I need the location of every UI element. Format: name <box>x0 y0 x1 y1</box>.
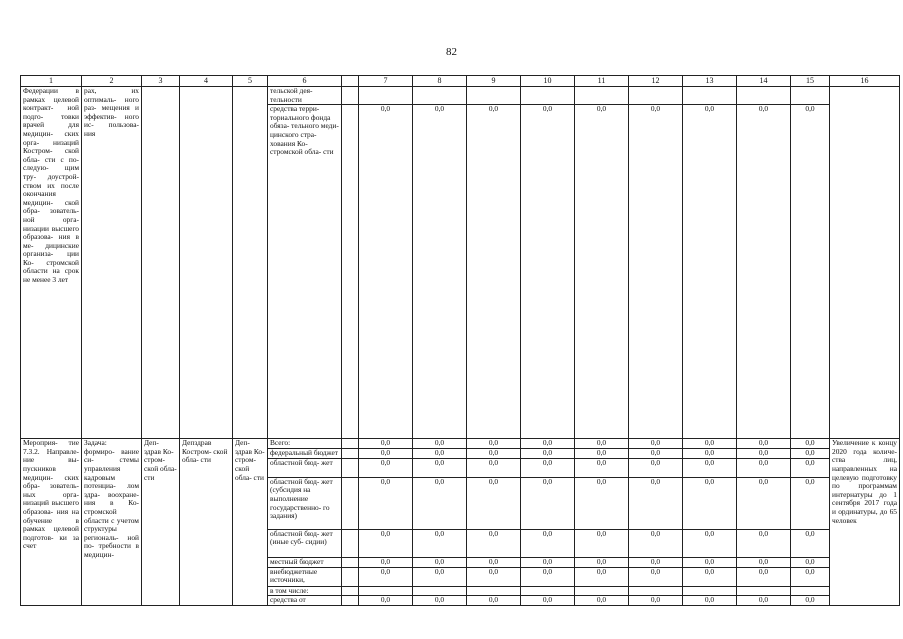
value-cell: 0,0 <box>629 529 683 557</box>
task-cell: Задача: формиро- вание си- стемы управления кадровым потенциа- лом здра- воохране- ния в Ко- стромской области с учетом структуры региональ- ной по- требности в медицин- <box>82 439 142 606</box>
value-cell <box>413 87 467 105</box>
value-cell: 0,0 <box>737 567 791 586</box>
value-cell: 0,0 <box>359 567 413 586</box>
executor-cell: Деп- здрав Ко- стром- ской обла- сти <box>142 439 180 606</box>
value-cell: 0,0 <box>683 477 737 529</box>
value-cell: 0,0 <box>683 529 737 557</box>
funding-source-cell: Всего: <box>268 439 342 449</box>
header-row <box>21 76 900 87</box>
spacer-cell <box>342 567 359 586</box>
value-cell: 0,0 <box>737 557 791 567</box>
value-cell: 0,0 <box>791 529 830 557</box>
spacer-cell <box>342 448 359 458</box>
value-cell: 0,0 <box>737 105 791 439</box>
value-cell: 0,0 <box>737 596 791 606</box>
header-cell: 11 <box>575 76 629 87</box>
value-cell: 0,0 <box>521 557 575 567</box>
value-cell: 0,0 <box>467 529 521 557</box>
value-cell: 0,0 <box>413 477 467 529</box>
value-cell: 0,0 <box>467 458 521 477</box>
header-cell: 3 <box>142 76 180 87</box>
value-cell <box>683 87 737 105</box>
value-cell: 0,0 <box>737 439 791 449</box>
value-cell <box>521 586 575 596</box>
value-cell: 0,0 <box>683 105 737 439</box>
value-cell <box>683 586 737 596</box>
value-cell: 0,0 <box>413 529 467 557</box>
header-cell: 16 <box>830 76 900 87</box>
value-cell: 0,0 <box>629 439 683 449</box>
header-cell: 13 <box>683 76 737 87</box>
value-cell: 0,0 <box>791 557 830 567</box>
value-cell: 0,0 <box>413 557 467 567</box>
value-cell: 0,0 <box>359 557 413 567</box>
value-cell <box>467 586 521 596</box>
header-cell: 6 <box>268 76 342 87</box>
participant-cell: Деп- здрав Ко- стром- ской обла- сти <box>233 439 268 606</box>
value-cell: 0,0 <box>737 529 791 557</box>
funding-source-cell: местный бюджет <box>268 557 342 567</box>
funding-source-cell: тельской дея- тельности <box>268 87 342 105</box>
value-cell: 0,0 <box>575 567 629 586</box>
value-cell: 0,0 <box>791 477 830 529</box>
value-cell: 0,0 <box>737 458 791 477</box>
value-cell <box>737 586 791 596</box>
spacer-cell <box>342 596 359 606</box>
spacer-cell <box>342 477 359 529</box>
value-cell: 0,0 <box>575 529 629 557</box>
value-cell: 0,0 <box>791 567 830 586</box>
header-cell: 5 <box>233 76 268 87</box>
value-cell: 0,0 <box>521 458 575 477</box>
value-cell: 0,0 <box>575 458 629 477</box>
value-cell <box>521 87 575 105</box>
value-cell: 0,0 <box>683 567 737 586</box>
value-cell: 0,0 <box>413 458 467 477</box>
header-cell: 8 <box>413 76 467 87</box>
value-cell: 0,0 <box>629 596 683 606</box>
value-cell: 0,0 <box>737 448 791 458</box>
value-cell: 0,0 <box>521 477 575 529</box>
spacer-cell <box>342 439 359 449</box>
spacer-cell <box>342 529 359 557</box>
spacer-cell <box>342 557 359 567</box>
header-cell: 14 <box>737 76 791 87</box>
value-cell <box>629 87 683 105</box>
value-cell <box>791 87 830 105</box>
value-cell: 0,0 <box>791 596 830 606</box>
value-cell: 0,0 <box>629 567 683 586</box>
value-cell: 0,0 <box>629 105 683 439</box>
value-cell: 0,0 <box>521 439 575 449</box>
value-cell: 0,0 <box>791 448 830 458</box>
value-cell <box>359 87 413 105</box>
value-cell: 0,0 <box>413 567 467 586</box>
value-cell: 0,0 <box>359 458 413 477</box>
header-cell: 12 <box>629 76 683 87</box>
value-cell: 0,0 <box>629 458 683 477</box>
value-cell: 0,0 <box>791 458 830 477</box>
table-row <box>21 439 900 449</box>
value-cell <box>413 586 467 596</box>
funding-source-cell: средства терри- ториального фонда обяза- тельного меди- цинского стра- хования Ко- стромской обла- сти <box>268 105 342 439</box>
value-cell: 0,0 <box>359 439 413 449</box>
event-cell: Федерации в рамках целевой контракт- ной подго- товки врачей для медицин- ских орга- низаций Костром- ской обла- сти с по- следую- щим тру- доустрой- ством их после окончания медицин- ской обра- зователь- ной орга- низации высшего образова- ния в ме- дицинские организа- ции Ко- стромской области на срок не менее 3 лет <box>21 87 82 439</box>
value-cell: 0,0 <box>521 567 575 586</box>
funding-source-cell: областной бюд- жет (иные суб- сидии) <box>268 529 342 557</box>
value-cell <box>791 586 830 596</box>
value-cell: 0,0 <box>683 458 737 477</box>
funding-source-cell: средства от <box>268 596 342 606</box>
value-cell: 0,0 <box>683 439 737 449</box>
value-cell: 0,0 <box>467 567 521 586</box>
value-cell <box>737 87 791 105</box>
value-cell: 0,0 <box>575 596 629 606</box>
value-cell <box>629 586 683 596</box>
value-cell: 0,0 <box>575 448 629 458</box>
value-cell: 0,0 <box>629 477 683 529</box>
value-cell: 0,0 <box>791 105 830 439</box>
value-cell: 0,0 <box>737 477 791 529</box>
spacer-cell <box>342 458 359 477</box>
value-cell: 0,0 <box>521 105 575 439</box>
value-cell: 0,0 <box>467 557 521 567</box>
header-cell: 7 <box>359 76 413 87</box>
spacer-cell <box>342 586 359 596</box>
header-cell: 4 <box>180 76 233 87</box>
spacer-cell <box>342 87 359 105</box>
task-cell: рах, их оптималь- ного раз- мещения и эффектив- ного ис- пользова- ния <box>82 87 142 439</box>
value-cell: 0,0 <box>413 439 467 449</box>
value-cell: 0,0 <box>791 439 830 449</box>
value-cell: 0,0 <box>413 448 467 458</box>
value-cell: 0,0 <box>575 439 629 449</box>
funding-source-cell: внебюджетные источники, <box>268 567 342 586</box>
value-cell: 0,0 <box>683 557 737 567</box>
value-cell <box>467 87 521 105</box>
page-number: 82 <box>446 46 457 58</box>
value-cell: 0,0 <box>629 557 683 567</box>
value-cell: 0,0 <box>467 448 521 458</box>
result-cell: Увеличение к концу 2020 года количе- ства лиц, направленных на целевую подготовку по программам интернатуры до 1 сентября 2017 года и ординатуры, до 65 человек <box>830 439 900 606</box>
funding-source-cell: в том числе: <box>268 586 342 596</box>
value-cell: 0,0 <box>575 557 629 567</box>
responsible-cell: Депздрав Костром- ской обла- сти <box>180 439 233 606</box>
participant-cell <box>233 87 268 439</box>
header-cell: 10 <box>521 76 575 87</box>
value-cell: 0,0 <box>575 105 629 439</box>
value-cell: 0,0 <box>467 477 521 529</box>
value-cell: 0,0 <box>521 596 575 606</box>
value-cell: 0,0 <box>413 105 467 439</box>
executor-cell <box>142 87 180 439</box>
value-cell: 0,0 <box>521 529 575 557</box>
value-cell: 0,0 <box>467 439 521 449</box>
header-cell: 2 <box>82 76 142 87</box>
spacer-cell <box>342 105 359 439</box>
header-cell: 9 <box>467 76 521 87</box>
value-cell: 0,0 <box>467 105 521 439</box>
value-cell: 0,0 <box>359 448 413 458</box>
table-row <box>21 87 900 105</box>
value-cell <box>359 586 413 596</box>
value-cell: 0,0 <box>359 529 413 557</box>
header-cell: 15 <box>791 76 830 87</box>
funding-source-cell: федеральный бюджет <box>268 448 342 458</box>
event-cell: Мероприя- тие 7.3.2. Направле- ние вы- пускников медицин- ских обра- зователь- ных орга- низаций высшего образова- ния на обучение в рамках целевой подготов- ки за счет <box>21 439 82 606</box>
funding-source-cell: областной бюд- жет <box>268 458 342 477</box>
value-cell: 0,0 <box>359 477 413 529</box>
value-cell <box>575 87 629 105</box>
value-cell: 0,0 <box>467 596 521 606</box>
funding-source-cell: областной бюд- жет (субсидия на выполнение государственно- го задания) <box>268 477 342 529</box>
value-cell <box>575 586 629 596</box>
header-spacer <box>342 76 359 87</box>
value-cell: 0,0 <box>683 448 737 458</box>
value-cell: 0,0 <box>629 448 683 458</box>
responsible-cell <box>180 87 233 439</box>
program-table <box>20 75 900 606</box>
value-cell: 0,0 <box>683 596 737 606</box>
value-cell: 0,0 <box>521 448 575 458</box>
value-cell: 0,0 <box>413 596 467 606</box>
value-cell: 0,0 <box>359 596 413 606</box>
result-cell <box>830 87 900 439</box>
header-cell: 1 <box>21 76 82 87</box>
value-cell: 0,0 <box>359 105 413 439</box>
value-cell: 0,0 <box>575 477 629 529</box>
